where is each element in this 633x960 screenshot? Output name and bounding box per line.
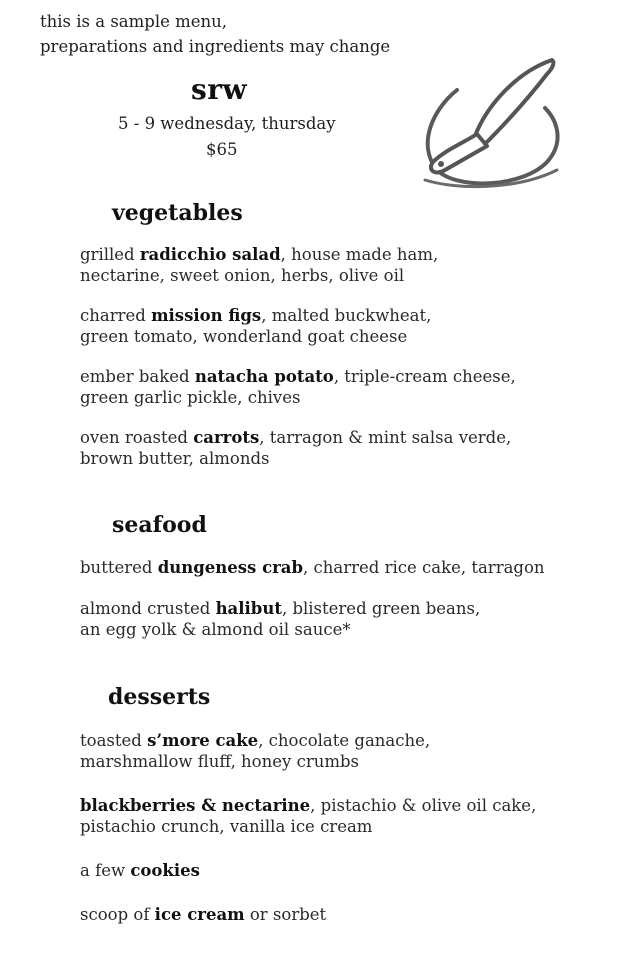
menu-disclaimer-line-2: preparations and ingredients may change (40, 37, 391, 56)
knife-hand-logo-icon (417, 50, 567, 190)
menu-item: buttered dungeness crab, charred rice cake, tarragon (80, 558, 545, 577)
menu-item: almond crusted halibut, blistered green beans, an egg yolk & almond oil sauce* (80, 599, 481, 639)
section-title-seafood: seafood (112, 512, 207, 538)
menu-title: srw (191, 73, 248, 106)
menu-item: charred mission figs, malted buckwheat, green tomato, wonderland goat cheese (80, 306, 432, 346)
menu-item: grilled radicchio salad, house made ham, nectarine, sweet onion, herbs, olive oil (80, 245, 439, 285)
menu-item: toasted s’more cake, chocolate ganache, marshmallow fluff, honey crumbs (80, 731, 431, 771)
menu-item: scoop of ice cream or sorbet (80, 905, 327, 924)
section-title-desserts: desserts (108, 684, 211, 710)
menu-price: $65 (206, 140, 238, 159)
menu-item: a few cookies (80, 861, 200, 880)
section-title-vegetables: vegetables (112, 200, 243, 226)
menu-disclaimer-line-1: this is a sample menu, (40, 12, 228, 31)
menu-schedule: 5 - 9 wednesday, thursday (118, 114, 336, 133)
menu-item: blackberries & nectarine, pistachio & olive oil cake, pistachio crunch, vanilla ice cream (80, 796, 537, 836)
menu-item: oven roasted carrots, tarragon & mint salsa verde, brown butter, almonds (80, 428, 512, 468)
menu-item: ember baked natacha potato, triple-cream cheese, green garlic pickle, chives (80, 367, 516, 407)
